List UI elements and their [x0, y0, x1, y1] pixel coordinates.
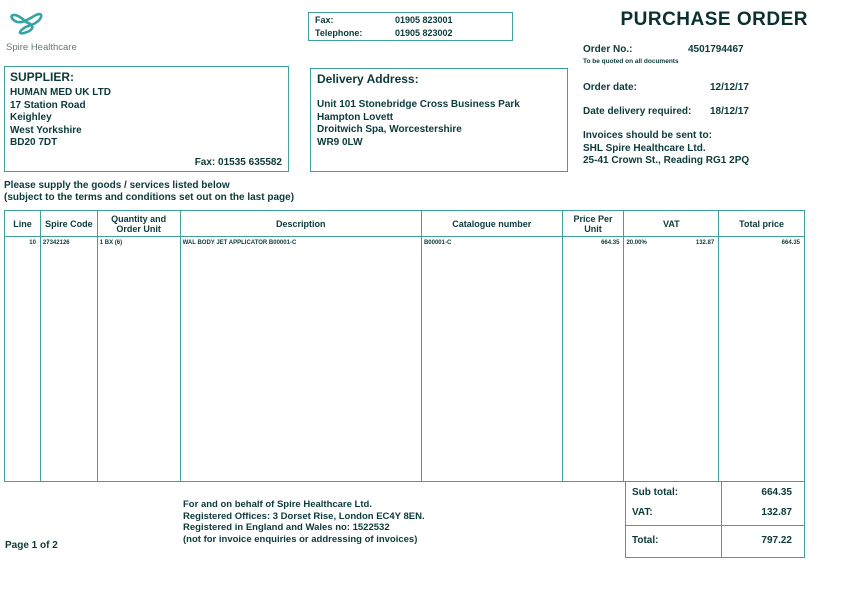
cell-vat-percent: 20.00%: [626, 240, 647, 246]
line-items-table: [4, 210, 805, 482]
supplier-label: SUPPLIER:: [10, 70, 75, 84]
registration-line: Registered Offices: 3 Dorset Rise, London EC4Y 8EN.: [183, 510, 425, 522]
subtotal-value: 664.35: [761, 487, 792, 498]
invoice-address-line1: SHL Spire Healthcare Ltd.: [583, 143, 706, 154]
vat-value: 132.87: [761, 507, 792, 518]
supply-instructions-line1: Please supply the goods / services listed below: [4, 180, 230, 191]
registration-line: Registered in England and Wales no: 1522532: [183, 522, 390, 534]
supplier-address: [10, 87, 283, 150]
supply-instructions-line2: (subject to the terms and conditions set out on the last page): [4, 192, 295, 203]
table-header-row: [5, 211, 804, 237]
delivery-address-line: Hampton Lovett: [317, 111, 394, 123]
subtotal-row: [626, 487, 804, 498]
supplier-box: [4, 66, 289, 172]
vat-label: VAT:: [632, 507, 653, 518]
registration-line: (not for invoice enquiries or addressing of invoices): [183, 534, 418, 546]
totals-divider: [721, 482, 722, 525]
cell-catalogue: B00001-C: [422, 237, 563, 481]
column-header-catalogue: Catalogue number: [422, 211, 563, 236]
cell-line: 10: [5, 237, 41, 481]
telephone-row: [315, 28, 506, 38]
supplier-address-line: West Yorkshire: [10, 124, 82, 136]
invoices-sent-to-label: Invoices should be sent to:: [583, 130, 712, 141]
telephone-label: Telephone:: [315, 28, 363, 38]
supplier-address-line: BD20 7DT: [10, 137, 58, 148]
quote-note: To be quoted on all documents: [583, 58, 679, 65]
cell-vat: [624, 237, 719, 481]
table-row: [5, 237, 804, 481]
supplier-address-line: Keighley: [10, 112, 52, 123]
order-number-label: Order No.:: [583, 44, 633, 55]
supplier-address-line: 17 Station Road: [10, 99, 86, 111]
order-date-row: [583, 82, 813, 93]
order-number-value: 4501794467: [688, 44, 744, 55]
delivery-address: [317, 99, 561, 149]
telephone-value: 01905 823002: [395, 28, 453, 38]
column-header-price-per-unit: Price Per Unit: [563, 211, 625, 236]
order-date-label: Order date:: [583, 82, 637, 93]
logo: [6, 8, 86, 53]
fax-label: Fax:: [315, 15, 334, 25]
total-row: [626, 535, 804, 546]
totals-upper-section: [626, 482, 804, 525]
total-value: 797.22: [761, 535, 792, 546]
column-header-description: Description: [181, 211, 422, 236]
order-number-row: [583, 44, 813, 55]
delivery-address-line: WR9 0LW: [317, 136, 363, 148]
column-header-vat: VAT: [624, 211, 719, 236]
supplier-address-line: HUMAN MED UK LTD: [10, 87, 111, 98]
delivery-address-label: Delivery Address:: [317, 72, 419, 86]
page-number: Page 1 of 2: [5, 540, 58, 551]
subtotal-label: Sub total:: [632, 487, 679, 498]
vat-row: [626, 507, 804, 518]
totals-divider: [721, 526, 722, 557]
delivery-address-box: [310, 68, 568, 172]
column-header-quantity: Quantity and Order Unit: [98, 211, 181, 236]
delivery-address-line: Unit 101 Stonebridge Cross Business Park: [317, 99, 520, 110]
cell-quantity: 1 BX (6): [98, 237, 181, 481]
cell-vat-amount: 132.87: [695, 240, 715, 246]
column-header-total-price: Total price: [739, 218, 785, 229]
registration-line: For and on behalf of Spire Healthcare Ltd.: [183, 499, 372, 510]
logo-text: Spire Healthcare: [6, 42, 77, 53]
total-label: Total:: [632, 535, 659, 546]
cell-description: WAL BODY JET APPLICATOR B00001-C: [181, 237, 422, 481]
spire-logo-icon: [6, 8, 46, 36]
delivery-required-row: [583, 106, 813, 117]
order-date-value: 12/12/17: [710, 82, 749, 93]
registration-block: [183, 499, 425, 546]
delivery-required-label: Date delivery required:: [583, 106, 692, 117]
supply-instructions: [4, 180, 294, 204]
totals-box: [625, 481, 805, 558]
cell-price-per-unit: 664.35: [563, 237, 625, 481]
fax-value: 01905 823001: [395, 15, 453, 25]
delivery-address-line: Droitwich Spa, Worcestershire: [317, 124, 462, 135]
cell-total-price: 664.35: [781, 240, 801, 246]
fax-row: [315, 15, 506, 25]
contact-box: [308, 12, 513, 41]
delivery-required-value: 18/12/17: [710, 106, 749, 117]
column-header-spire-code: Spire Code: [41, 211, 98, 236]
column-header-line: Line: [5, 211, 41, 236]
invoice-address-line2: 25-41 Crown St., Reading RG1 2PQ: [583, 155, 750, 166]
supplier-fax: Fax: 01535 635582: [194, 157, 282, 168]
totals-lower-section: [626, 525, 804, 557]
page-title: PURCHASE ORDER: [620, 9, 808, 30]
cell-spire-code: 27342126: [41, 237, 98, 481]
